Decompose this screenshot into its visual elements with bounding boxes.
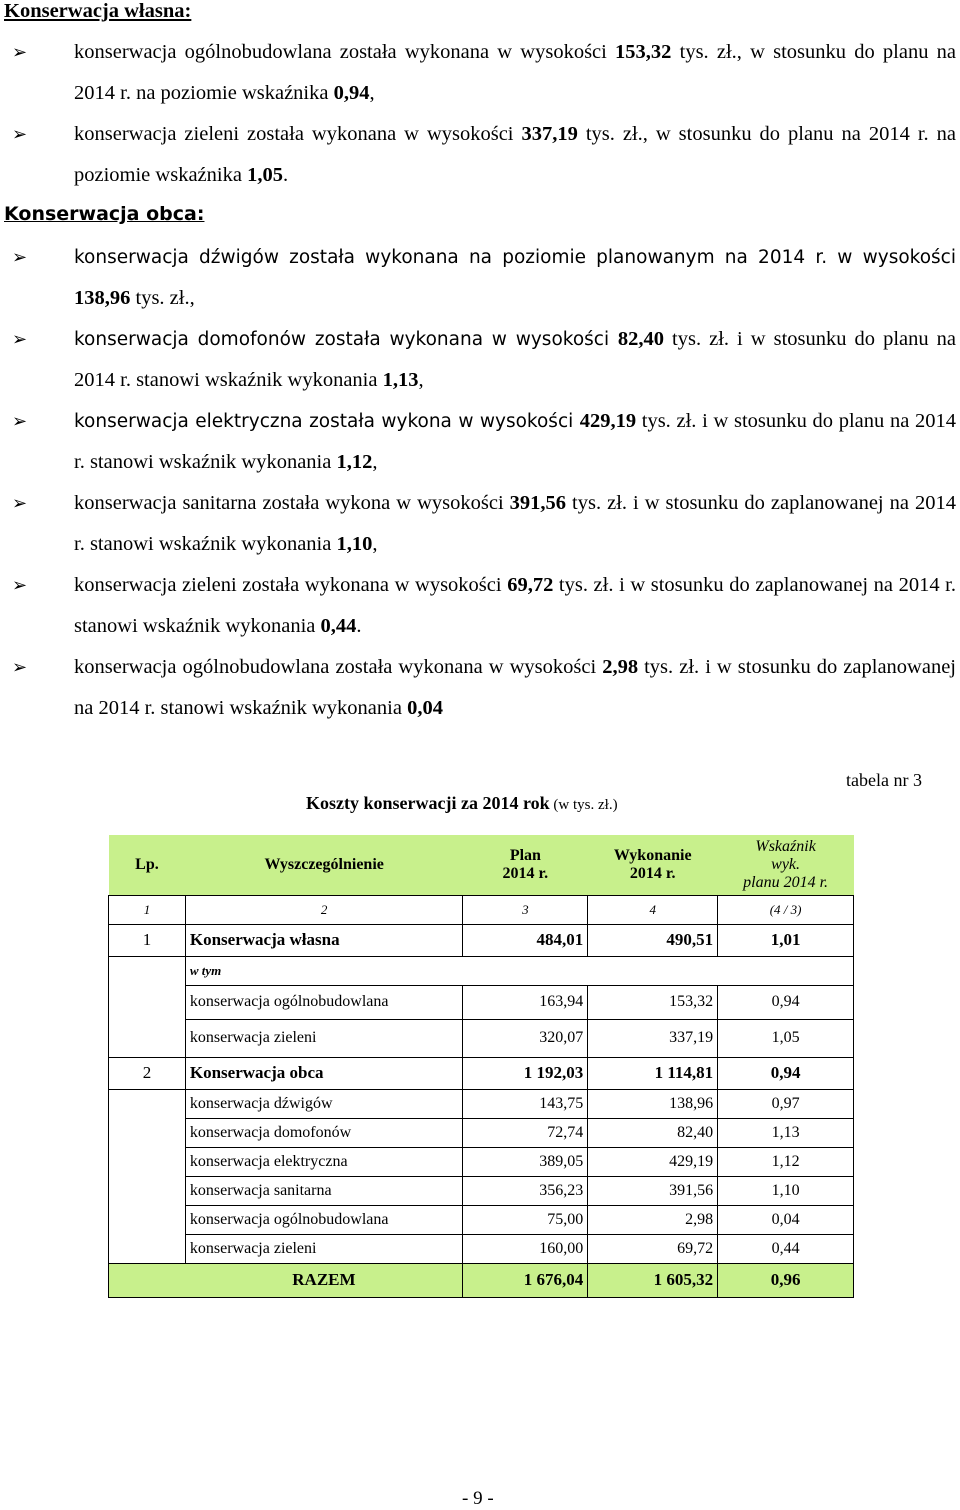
table-header-row xyxy=(109,835,854,895)
row-exec: 69,72 xyxy=(588,1234,718,1263)
w-tym-label: w tym xyxy=(185,956,853,985)
row-ratio: 1,13 xyxy=(718,1118,854,1147)
table-subheader-row xyxy=(109,895,854,924)
row-name: konserwacja zieleni xyxy=(185,1234,463,1263)
table-total-row xyxy=(109,1263,854,1297)
costs-table xyxy=(108,835,854,1298)
row-lp: 1 xyxy=(109,924,186,956)
subheader-cell: 3 xyxy=(463,895,588,924)
table-row xyxy=(109,1176,854,1205)
total-plan: 1 676,04 xyxy=(463,1263,588,1297)
row-ratio: 0,97 xyxy=(718,1089,854,1118)
row-plan: 72,74 xyxy=(463,1118,588,1147)
table-row xyxy=(109,1234,854,1263)
row-plan: 484,01 xyxy=(463,924,588,956)
list-item: ➢ konserwacja elektryczna została wykona w wysokości 429,19 tys. zł. i w stosunku do planu na 2014 r. stanowi wskaźnik wykonania 1,12, xyxy=(4,401,956,483)
row-name: Konserwacja obca xyxy=(185,1057,463,1089)
row-ratio: 1,05 xyxy=(718,1019,854,1057)
arrow-bullet-icon: ➢ xyxy=(12,657,28,678)
row-plan: 163,94 xyxy=(463,985,588,1019)
row-name: konserwacja dźwigów xyxy=(185,1089,463,1118)
page-number: - 9 - xyxy=(462,1488,494,1509)
row-ratio: 1,01 xyxy=(718,924,854,956)
table-number-label: tabela nr 3 xyxy=(846,770,922,790)
arrow-bullet-icon: ➢ xyxy=(12,42,28,63)
row-exec: 2,98 xyxy=(588,1205,718,1234)
subheader-cell: 2 xyxy=(185,895,463,924)
row-ratio: 0,94 xyxy=(718,985,854,1019)
list-item: ➢ konserwacja zieleni została wykonana w wysokości 337,19 tys. zł., w stosunku do planu na 2014 r. na poziomie wskaźnika 1,05. xyxy=(4,114,956,196)
total-ratio: 0,96 xyxy=(718,1263,854,1297)
arrow-bullet-icon: ➢ xyxy=(12,124,28,145)
row-name: konserwacja elektryczna xyxy=(185,1147,463,1176)
row-name: Konserwacja własna xyxy=(185,924,463,956)
subheader-cell: (4 / 3) xyxy=(718,895,854,924)
row-ratio: 0,04 xyxy=(718,1205,854,1234)
arrow-bullet-icon: ➢ xyxy=(12,575,28,596)
subheader-cell: 4 xyxy=(588,895,718,924)
heading-konserwacja-wlasna: Konserwacja własna: xyxy=(4,0,192,22)
table-title: Koszty konserwacji za 2014 rok (w tys. zł.) xyxy=(306,793,618,813)
table-row xyxy=(109,1089,854,1118)
row-exec: 1 114,81 xyxy=(588,1057,718,1089)
row-plan: 1 192,03 xyxy=(463,1057,588,1089)
row-plan: 320,07 xyxy=(463,1019,588,1057)
row-name: konserwacja ogólnobudowlana xyxy=(185,1205,463,1234)
arrow-bullet-icon: ➢ xyxy=(12,411,28,432)
row-exec: 153,32 xyxy=(588,985,718,1019)
header-execution: Wykonanie 2014 r. xyxy=(613,846,692,882)
table-row-group xyxy=(109,924,854,956)
table-row-group xyxy=(109,1057,854,1089)
row-exec: 337,19 xyxy=(588,1019,718,1057)
row-ratio: 0,44 xyxy=(718,1234,854,1263)
table-row xyxy=(109,1118,854,1147)
header-ratio: Wskaźnik wyk. planu 2014 r. xyxy=(743,837,829,891)
heading-konserwacja-obca: Konserwacja obca: xyxy=(4,203,205,225)
header-description: Wyszczególnienie xyxy=(264,855,384,873)
subheader-cell: 1 xyxy=(109,895,186,924)
list-item: ➢ konserwacja dźwigów została wykonana na poziomie planowanym na 2014 r. w wysokości 138,96 tys. zł., xyxy=(4,237,956,319)
row-exec: 429,19 xyxy=(588,1147,718,1176)
table-row xyxy=(109,1205,854,1234)
arrow-bullet-icon: ➢ xyxy=(12,329,28,350)
header-lp: Lp. xyxy=(135,855,159,873)
row-ratio: 0,94 xyxy=(718,1057,854,1089)
row-ratio: 1,12 xyxy=(718,1147,854,1176)
row-lp: 2 xyxy=(109,1057,186,1089)
row-name: konserwacja zieleni xyxy=(185,1019,463,1057)
list-item: ➢ konserwacja zieleni została wykonana w wysokości 69,72 tys. zł. i w stosunku do zaplanowanej na 2014 r. stanowi wskaźnik wykonania 0,44. xyxy=(4,565,956,647)
row-plan: 356,23 xyxy=(463,1176,588,1205)
row-name: konserwacja sanitarna xyxy=(185,1176,463,1205)
row-exec: 391,56 xyxy=(588,1176,718,1205)
list-item: ➢ konserwacja domofonów została wykonana w wysokości 82,40 tys. zł. i w stosunku do planu na 2014 r. stanowi wskaźnik wykonania 1,13, xyxy=(4,319,956,401)
row-ratio: 1,10 xyxy=(718,1176,854,1205)
row-exec: 138,96 xyxy=(588,1089,718,1118)
row-plan: 160,00 xyxy=(463,1234,588,1263)
table-row xyxy=(109,1019,854,1057)
total-label: RAZEM xyxy=(185,1263,463,1297)
row-name: konserwacja domofonów xyxy=(185,1118,463,1147)
row-exec: 82,40 xyxy=(588,1118,718,1147)
table-row xyxy=(109,956,854,985)
table-row xyxy=(109,1147,854,1176)
row-plan: 389,05 xyxy=(463,1147,588,1176)
arrow-bullet-icon: ➢ xyxy=(12,247,28,268)
list-item: ➢ konserwacja sanitarna została wykona w wysokości 391,56 tys. zł. i w stosunku do zaplanowanej na 2014 r. stanowi wskaźnik wykonania 1,10, xyxy=(4,483,956,565)
arrow-bullet-icon: ➢ xyxy=(12,493,28,514)
list-item: ➢ konserwacja ogólnobudowlana została wykonana w wysokości 2,98 tys. zł. i w stosunku do zaplanowanej na 2014 r. stanowi wskaźnik wykonania 0,04 xyxy=(4,647,956,729)
total-exec: 1 605,32 xyxy=(588,1263,718,1297)
row-exec: 490,51 xyxy=(588,924,718,956)
row-plan: 143,75 xyxy=(463,1089,588,1118)
table-row xyxy=(109,985,854,1019)
list-item: ➢ konserwacja ogólnobudowlana została wykonana w wysokości 153,32 tys. zł., w stosunku do planu na 2014 r. na poziomie wskaźnika 0,94, xyxy=(4,32,956,114)
row-name: konserwacja ogólnobudowlana xyxy=(185,985,463,1019)
header-plan: Plan 2014 r. xyxy=(502,846,549,882)
row-plan: 75,00 xyxy=(463,1205,588,1234)
